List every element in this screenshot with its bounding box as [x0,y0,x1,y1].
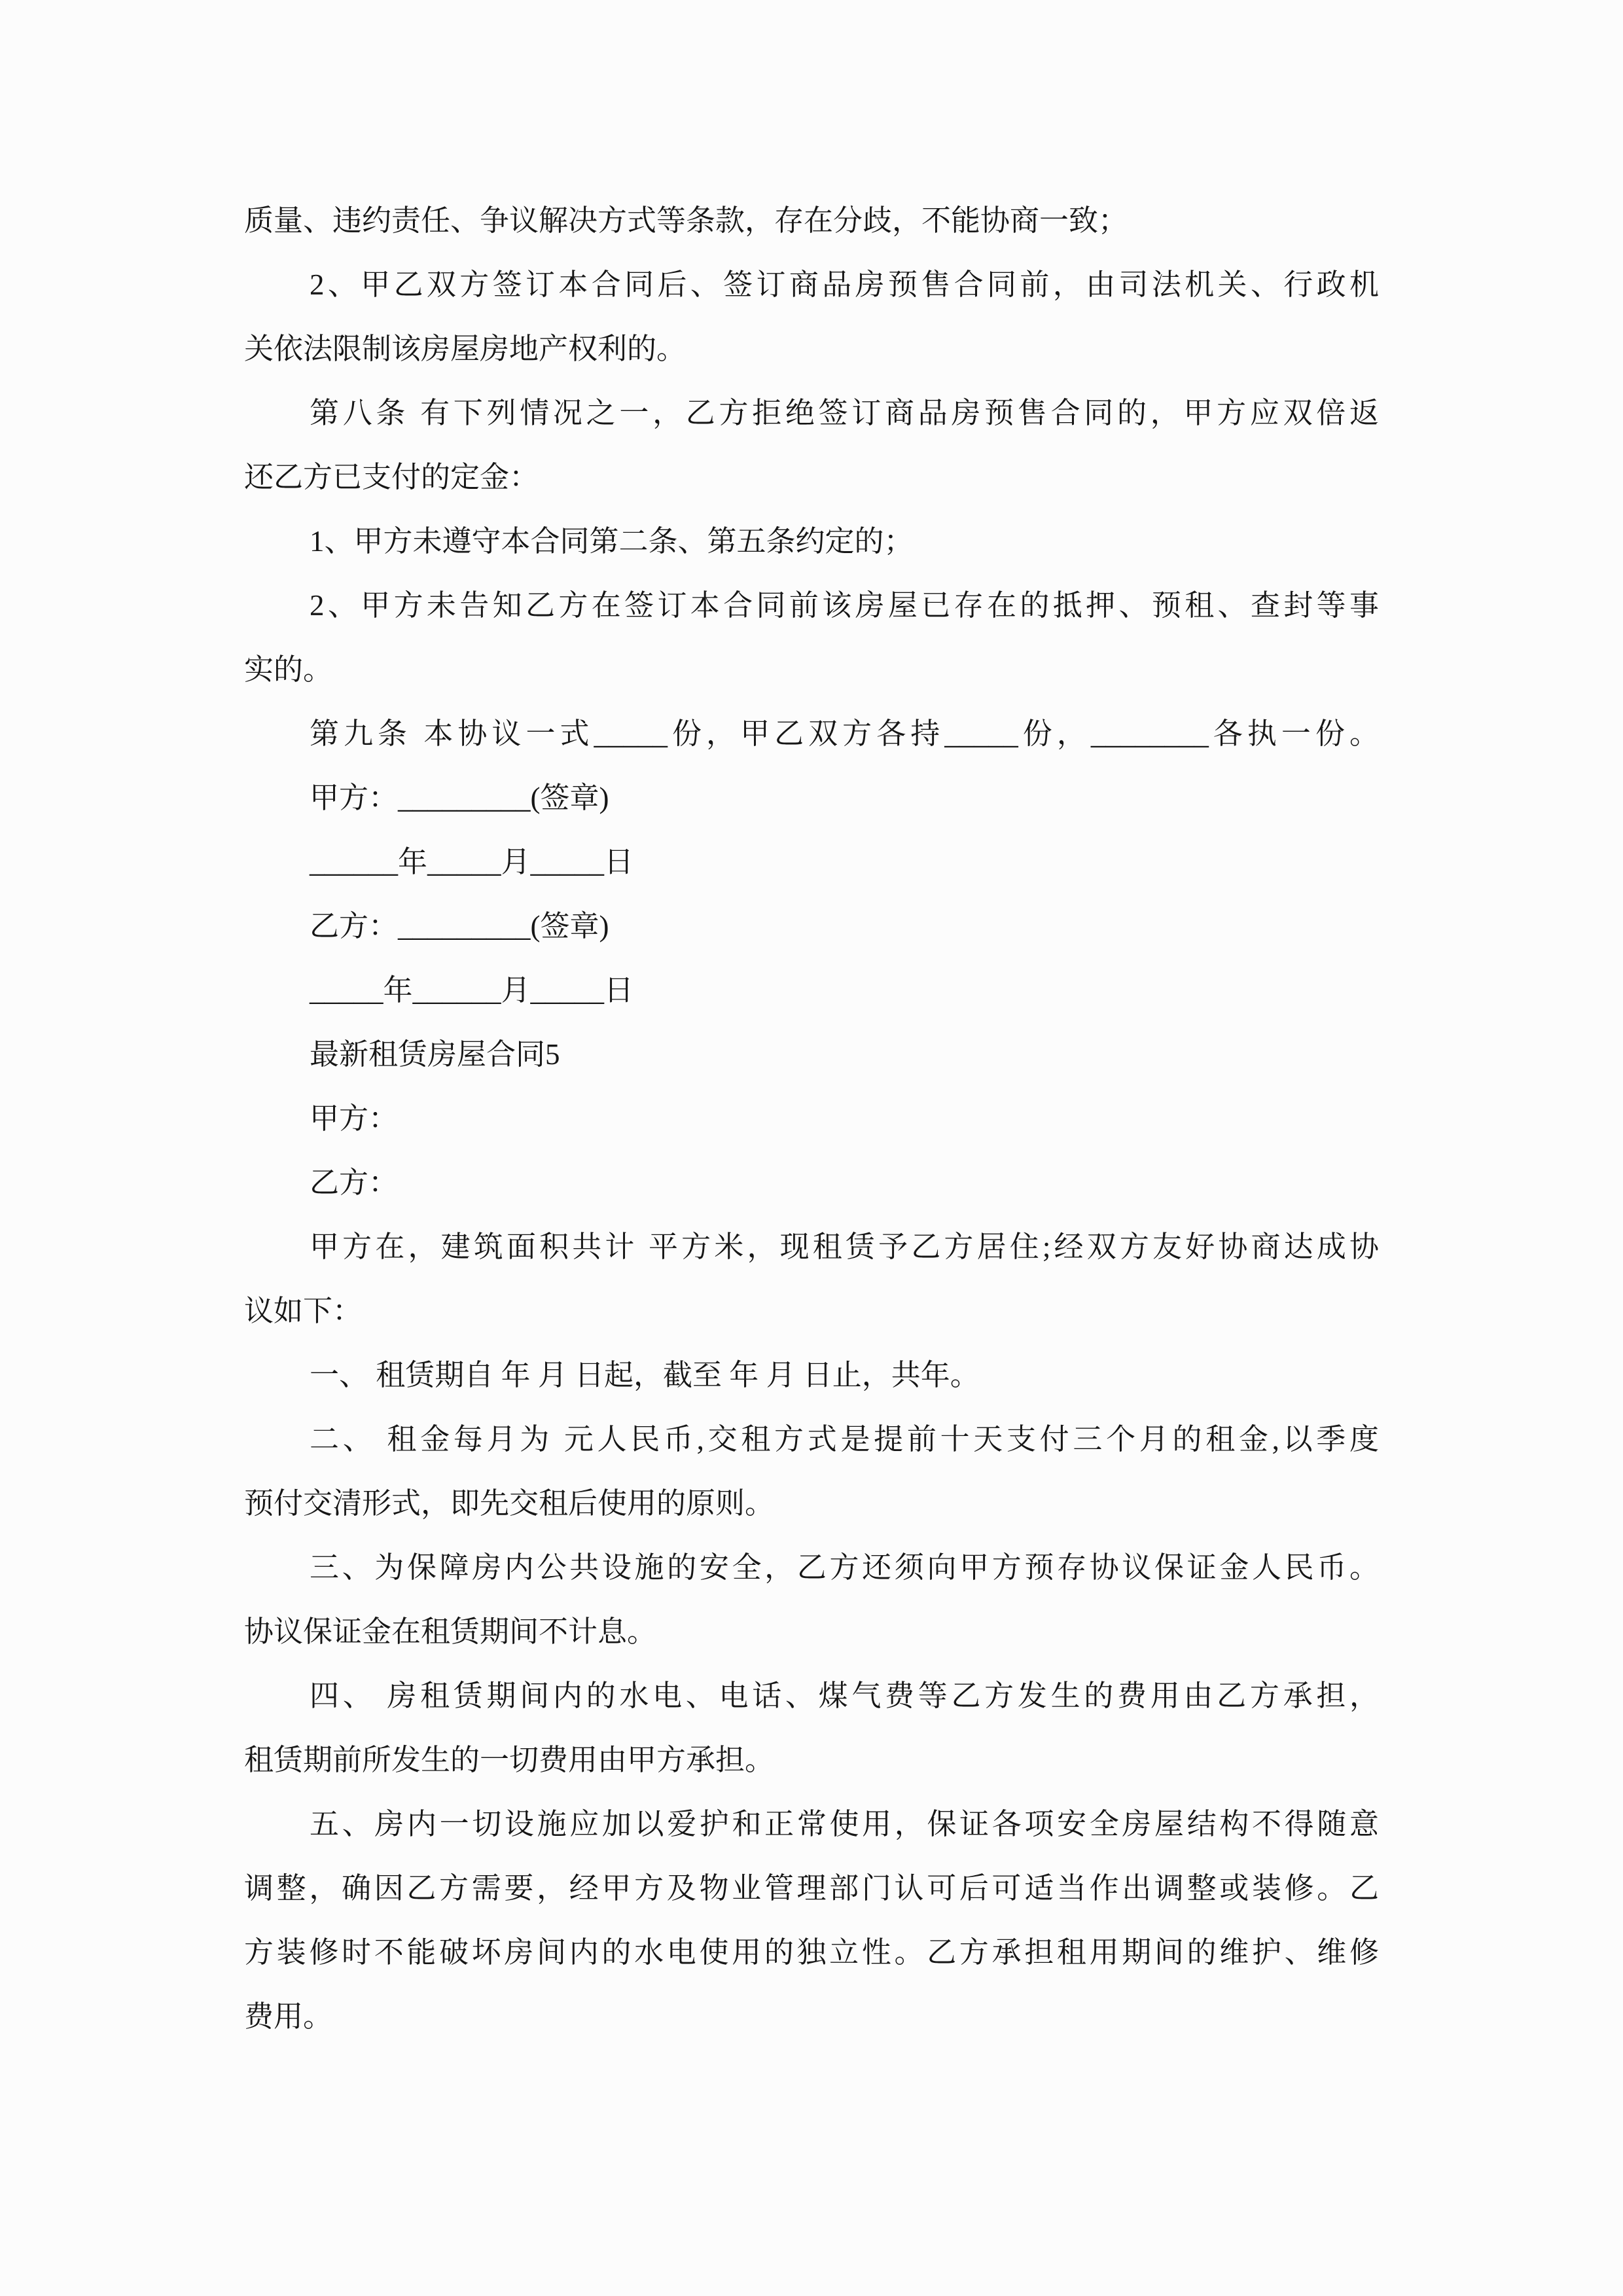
contract-text-line: 第九条 本协议一式_____份，甲乙双方各持_____份，________各执一份。 [310,717,1379,750]
contract-text-line: 四、 房租赁期间内的水电、电话、煤气费等乙方发生的费用由乙方承担， [310,1679,1379,1712]
contract-text-line: 一、 租赁期自 年 月 日起，截至 年 月 日止，共年。 [310,1359,980,1391]
contract-text-line: 乙方： [310,1166,399,1199]
contract-text-line: 二、 租金每月为 元人民币,交租方式是提前十天支付三个月的租金,以季度 [310,1423,1379,1456]
contract-text-line: 方装修时不能破坏房间内的水电使用的独立性。乙方承担租用期间的维护、维修 [244,1936,1379,1969]
contract-text-line: 甲方： [310,1102,399,1135]
contract-text-line: 租赁期前所发生的一切费用由甲方承担。 [244,1744,775,1776]
contract-text-line: 关依法限制该房屋房地产权利的。 [244,332,687,365]
contract-text-line: 费用。 [244,2000,333,2033]
contract-text-line: 质量、违约责任、争议解决方式等条款，存在分歧，不能协商一致； [244,204,1128,237]
contract-text-line: 议如下： [244,1295,363,1327]
contract-text-line: 1、甲方未遵守本合同第二条、第五条约定的； [310,525,914,558]
contract-text-line: 第八条 有下列情况之一，乙方拒绝签订商品房预售合同的，甲方应双倍返 [310,397,1379,429]
contract-text-line: _____年______月_____日 [310,974,634,1007]
contract-text-line: 协议保证金在租赁期间不计息。 [244,1615,657,1648]
contract-text-line: 实的。 [244,653,333,686]
contract-text-block [244,188,1379,2049]
contract-text-line: 三、为保障房内公共设施的安全，乙方还须向甲方预存协议保证金人民币。 [310,1551,1379,1584]
contract-text-line: 2、甲方未告知乙方在签订本合同前该房屋已存在的抵押、预租、查封等事 [310,589,1379,622]
contract-text-line: 甲方在，建筑面积共计 平方米，现租赁予乙方居住;经双方友好协商达成协 [310,1230,1379,1263]
contract-text-line: 调整，确因乙方需要，经甲方及物业管理部门认可后可适当作出调整或装修。乙 [244,1872,1379,1905]
contract-text-line: 最新租赁房屋合同5 [310,1038,560,1071]
contract-text-line: 2、甲乙双方签订本合同后、签订商品房预售合同前，由司法机关、行政机 [310,268,1379,301]
contract-text-line: 还乙方已支付的定金： [244,461,539,493]
contract-text-line: 五、房内一切设施应加以爱护和正常使用，保证各项安全房屋结构不得随意 [310,1808,1379,1840]
contract-text-line: 甲方：_________(签章) [310,781,609,814]
contract-text-line: 预付交清形式，即先交租后使用的原则。 [244,1487,775,1520]
contract-text-line: ______年_____月_____日 [310,846,634,878]
contract-text-line: 乙方：_________(签章) [310,910,609,942]
